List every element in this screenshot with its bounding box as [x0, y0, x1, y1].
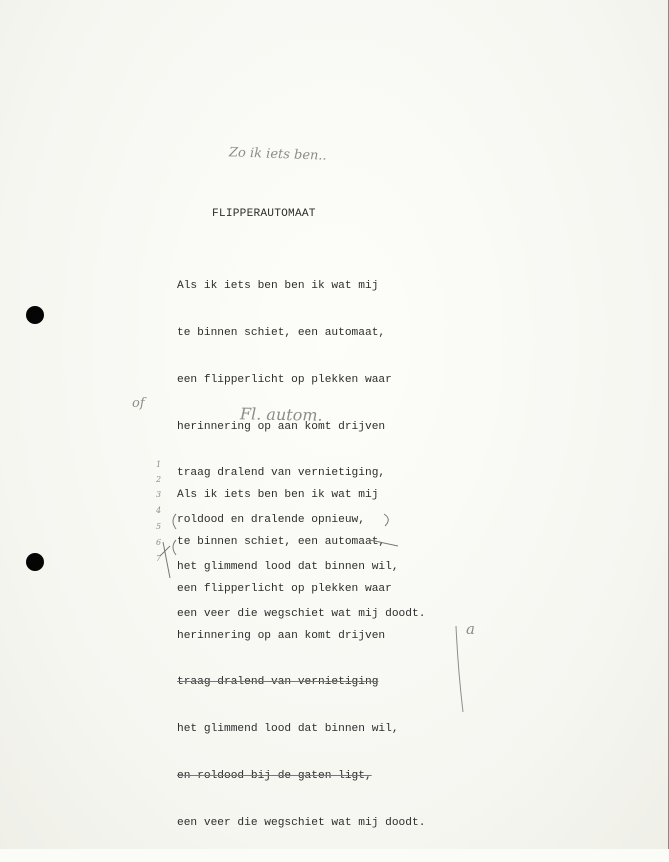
line-number: 6	[156, 538, 162, 547]
poem-line: een veer die wegschiet wat mij doodt.	[177, 816, 426, 829]
bracket-mark	[173, 514, 176, 529]
handwritten-note-top: Zo ik iets ben..	[228, 145, 327, 164]
poem-line: herinnering op aan komt drijven	[177, 629, 386, 642]
line-number: 3	[156, 490, 162, 499]
handwritten-short-title: Fl. autom.	[239, 404, 323, 425]
line-number: 7	[156, 554, 162, 563]
poem-line: het glimmend lood dat binnen wil,	[177, 560, 399, 573]
poem-line: herinnering op aan komt drijven	[177, 420, 386, 433]
poem-line-struck: traag dralend van vernietiging	[177, 676, 379, 689]
handwritten-margin-letter: a	[466, 620, 475, 638]
poem-line: roldood en dralende opnieuw,	[177, 514, 365, 527]
poem-line: het glimmend lood dat binnen wil,	[177, 723, 399, 736]
poem-title: FLIPPERAUTOMAAT	[212, 208, 316, 220]
poem-line: een veer die wegschiet wat mij doodt.	[177, 607, 426, 620]
poem-line: te binnen schiet, een automaat,	[177, 326, 386, 339]
bracket-mark	[173, 540, 176, 555]
poem-line: Als ik iets ben ben ik wat mij	[177, 489, 379, 502]
poem-line: een flipperlicht op plekken waar	[177, 373, 392, 386]
handwritten-of-note: of	[132, 396, 145, 411]
margin-vertical-stroke	[456, 626, 463, 712]
poem-line: een flipperlicht op plekken waar	[177, 582, 392, 595]
poem-line-struck: en roldood bij de gaten ligt,	[177, 769, 372, 782]
line-number: 1	[156, 460, 162, 469]
line-number: 5	[156, 522, 162, 531]
poem-line: Als ik iets ben ben ik wat mij	[177, 280, 379, 293]
line-number: 4	[156, 506, 162, 515]
line-number: 2	[156, 475, 162, 484]
bracket-mark	[370, 540, 398, 546]
poem-line: traag dralend van vernietiging,	[177, 467, 386, 480]
bracket-mark	[384, 514, 388, 526]
poem-line: te binnen schiet, een automaat,	[177, 535, 386, 548]
